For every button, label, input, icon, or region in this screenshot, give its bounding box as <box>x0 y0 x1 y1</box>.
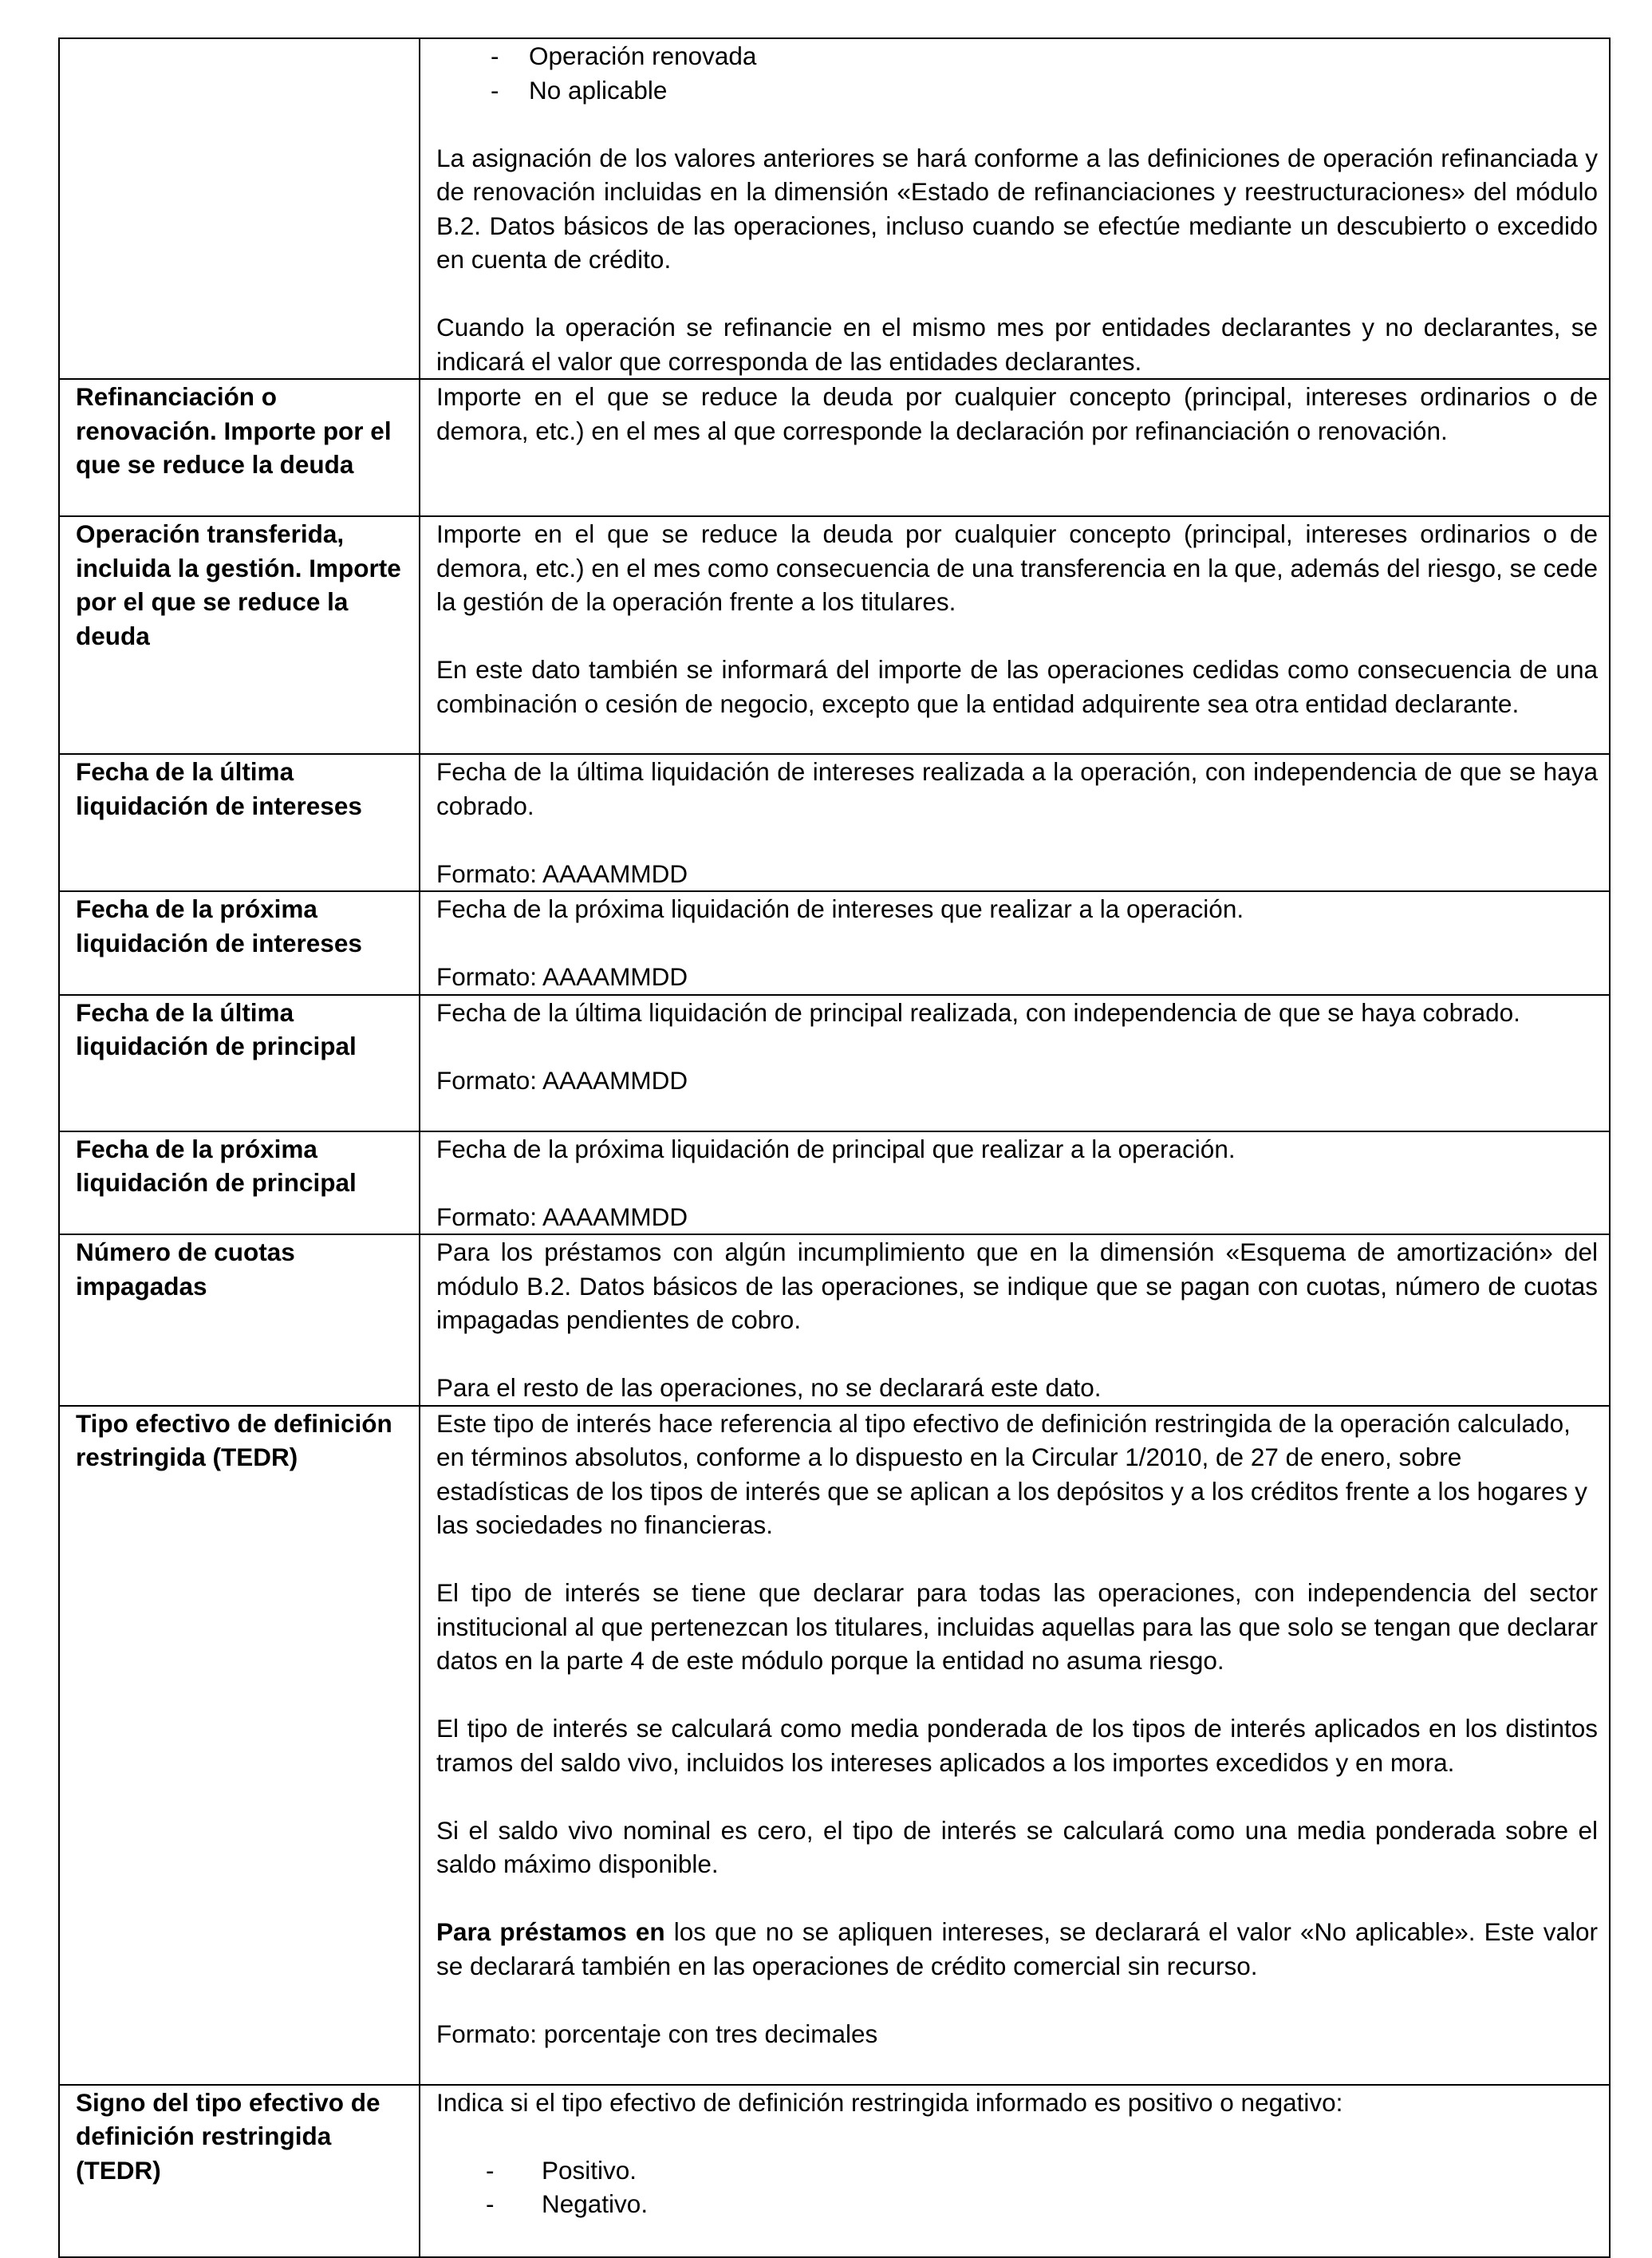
description-cell <box>420 1131 1610 1235</box>
table-row <box>59 38 1610 379</box>
paragraph: Para préstamos en los que no se apliquen intereses, se declarará el valor «No aplicable». Este valor se declarará también en las operaciones de crédito comercial sin recurso. <box>436 1917 1599 1980</box>
table-row <box>59 1131 1610 1235</box>
field-name-cell: Fecha de la última liquidación de principal <box>59 995 420 1131</box>
bold-lead: Para préstamos en <box>436 1917 665 1946</box>
paragraph: Importe en el que se reduce la deuda por cualquier concepto (principal, intereses ordinarios o de demora, etc.) en el mes como consecuencia de una transferencia en la que, además del riesgo, se cede la gestión de la operación frente a los titulares. <box>436 519 1598 616</box>
table-row <box>59 516 1610 754</box>
dash-bullet: - <box>486 2155 495 2185</box>
list-item: - Operación renovada <box>436 39 1598 73</box>
paragraph: Este tipo de interés hace referencia al tipo efectivo de definición restringida de la operación calculado, en términos absolutos, conforme a lo dispuesto en la Circular 1/2010, de 27 de enero, sobre estadísticas de los tipos de interés que se aplican a los depósitos y a los créditos frente a los hogares y las sociedades no financieras. <box>436 1408 1587 1539</box>
list-item: - No aplicable <box>436 73 1598 108</box>
field-name-cell: Tipo efectivo de definición restringida (TEDR) <box>59 1406 420 2085</box>
description-cell <box>420 516 1610 754</box>
field-name-cell: Operación transferida, incluida la gestión. Importe por el que se reduce la deuda <box>59 516 420 754</box>
paragraph: Fecha de la última liquidación de intereses realizada a la operación, con independencia de que se haya cobrado. <box>436 757 1598 820</box>
paragraph: Fecha de la próxima liquidación de principal que realizar a la operación. <box>436 1134 1236 1163</box>
format-line: Formato: porcentaje con tres decimales <box>436 2019 878 2048</box>
paragraph: Fecha de la próxima liquidación de intereses que realizar a la operación. <box>436 894 1244 923</box>
table-row <box>59 1406 1610 2085</box>
definitions-table <box>58 38 1611 2258</box>
field-name-cell: Número de cuotas impagadas <box>59 1234 420 1406</box>
field-name-cell: Fecha de la próxima liquidación de principal <box>59 1131 420 1235</box>
format-line: Formato: AAAAMMDD <box>436 962 688 991</box>
paragraph: Para los préstamos con algún incumplimiento que en la dimensión «Esquema de amortización» del módulo B.2. Datos básicos de las operaciones, se indique que se pagan con cuotas, número de cuotas impagadas pendientes de cobro. <box>436 1238 1598 1334</box>
list-item: - Positivo. <box>436 2153 1598 2188</box>
format-line: Formato: AAAAMMDD <box>436 1065 688 1095</box>
table-row <box>59 891 1610 995</box>
description-cell <box>420 1234 1610 1406</box>
field-name-cell: Fecha de la última liquidación de intereses <box>59 754 420 891</box>
paragraph: Para el resto de las operaciones, no se declarará este dato. <box>436 1373 1102 1402</box>
list-item: - Negativo. <box>436 2187 1598 2221</box>
paragraph: Fecha de la última liquidación de principal realizada, con independencia de que se haya cobrado. <box>436 997 1520 1027</box>
table-row <box>59 995 1610 1131</box>
field-name-cell: Fecha de la próxima liquidación de intereses <box>59 891 420 995</box>
description-cell <box>420 754 1610 891</box>
description-cell <box>420 1406 1610 2085</box>
field-name-cell <box>59 38 420 379</box>
paragraph: La asignación de los valores anteriores se hará conforme a las definiciones de operación refinanciada y de renovación incluidas en la dimensión «Estado de refinanciaciones y reestructuraciones» del módulo B.2. Datos básicos de las operaciones, incluso cuando se efectúe mediante un descubierto o excedido en cuenta de crédito. <box>436 143 1598 274</box>
value-list <box>436 39 1598 107</box>
table-row <box>59 379 1610 516</box>
sign-list <box>436 2153 1598 2221</box>
paragraph: Importe en el que se reduce la deuda por cualquier concepto (principal, intereses ordinarios o de demora, etc.) en el mes al que corresponde la declaración por refinanciación o renovación. <box>436 382 1598 445</box>
paragraph: En este dato también se informará del importe de las operaciones cedidas como consecuencia de una combinación o cesión de negocio, excepto que la entidad adquirente sea otra entidad declarante. <box>436 655 1598 718</box>
field-name-cell: Signo del tipo efectivo de definición restringida (TEDR) <box>59 2085 420 2257</box>
table-row <box>59 2085 1610 2257</box>
dash-bullet: - <box>491 41 499 70</box>
table-row <box>59 1234 1610 1406</box>
paragraph: Indica si el tipo efectivo de definición restringida informado es positivo o negativo: <box>436 2087 1343 2117</box>
description-cell <box>420 995 1610 1131</box>
paragraph: Cuando la operación se refinancie en el mismo mes por entidades declarantes y no declarantes, se indicará el valor que corresponda de las entidades declarantes. <box>436 313 1598 376</box>
description-cell <box>420 379 1610 516</box>
format-line: Formato: AAAAMMDD <box>436 859 688 888</box>
paragraph: El tipo de interés se tiene que declarar para todas las operaciones, con independencia del sector institucional al que pertenezcan los titulares, incluidas aquellas para las que solo se tengan que declarar datos en la parte 4 de este módulo porque la entidad no asuma riesgo. <box>436 1578 1598 1675</box>
description-cell <box>420 2085 1610 2257</box>
format-line: Formato: AAAAMMDD <box>436 1202 688 1231</box>
description-cell <box>420 38 1610 379</box>
paragraph: El tipo de interés se calculará como media ponderada de los tipos de interés aplicados en los distintos tramos del saldo vivo, incluidos los intereses aplicados a los importes excedidos y en mora. <box>436 1714 1598 1777</box>
table-row <box>59 754 1610 891</box>
paragraph: Si el saldo vivo nominal es cero, el tipo de interés se calculará como una media ponderada sobre el saldo máximo disponible. <box>436 1815 1598 1878</box>
description-cell <box>420 891 1610 995</box>
field-name-cell: Refinanciación o renovación. Importe por el que se reduce la deuda <box>59 379 420 516</box>
dash-bullet: - <box>491 75 499 105</box>
dash-bullet: - <box>486 2189 495 2218</box>
